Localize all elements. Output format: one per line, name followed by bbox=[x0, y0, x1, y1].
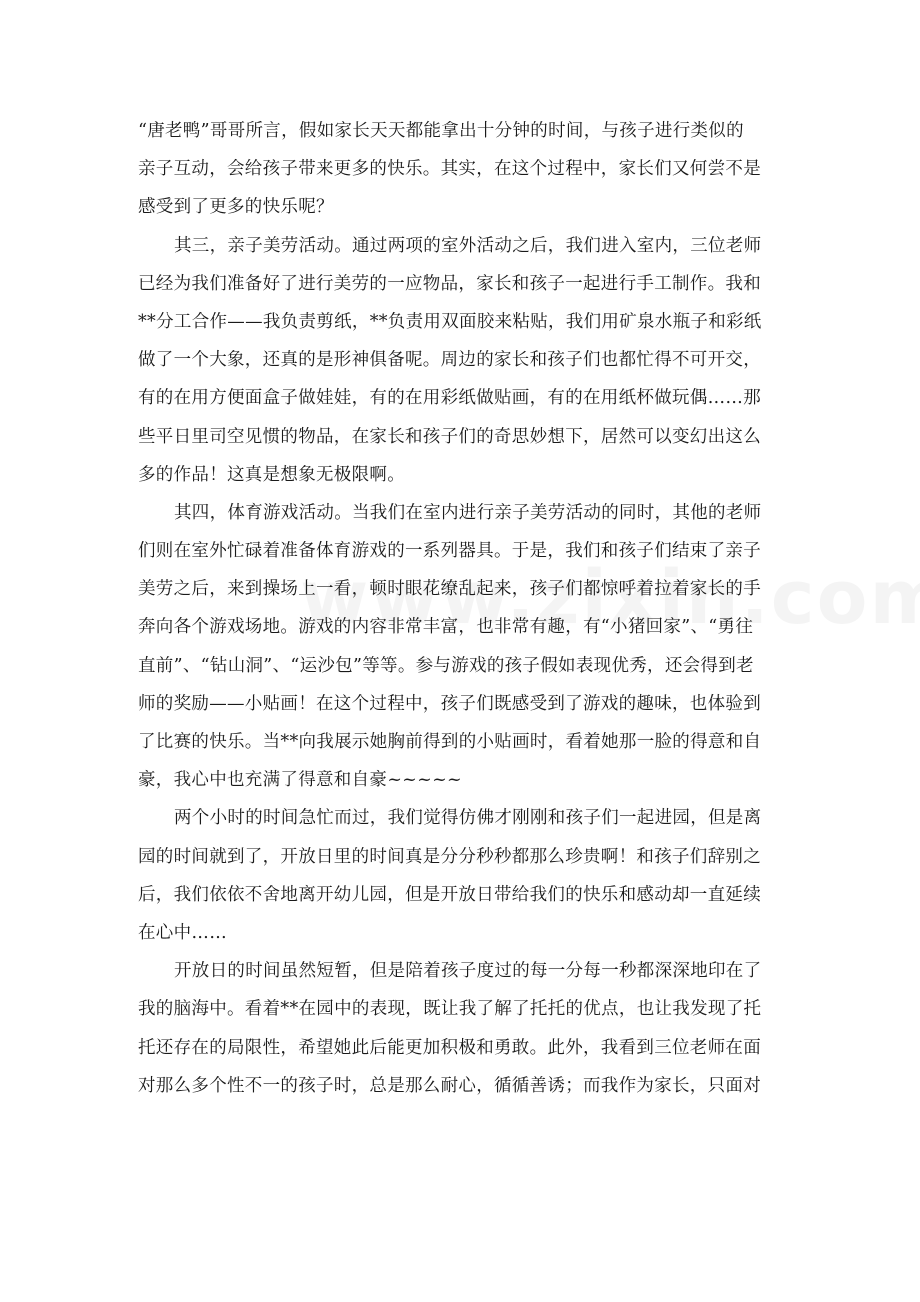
text-line: 有的在用方便面盒子做娃娃，有的在用彩纸做贴画，有的在用纸杯做玩偶……那 bbox=[138, 388, 761, 409]
text-line: 师的奖励——小贴画！在这个过程中，孩子们既感受到了游戏的趣味，也体验到 bbox=[138, 693, 761, 714]
text-line: 亲子互动，会给孩子带来更多的快乐。其实，在这个过程中，家长们又何尝不是 bbox=[138, 159, 761, 180]
text-line: 开放日的时间虽然短暂，但是陪着孩子度过的每一分每一秒都深深地印在了 bbox=[174, 961, 762, 982]
text-line: 对那么多个性不一的孩子时，总是那么耐心，循循善诱；而我作为家长，只面对 bbox=[138, 1075, 761, 1096]
text-line: 园的时间就到了，开放日里的时间真是分分秒秒都那么珍贵啊！和孩子们辞别之 bbox=[138, 846, 761, 867]
paragraph-4 bbox=[138, 799, 798, 952]
text-line: 做了一个大象，还真的是形神俱备呢。周边的家长和孩子们也都忙得不可开交， bbox=[138, 350, 761, 371]
text-line: 已经为我们准备好了进行美劳的一应物品，家长和孩子一起进行手工制作。我和 bbox=[138, 273, 761, 294]
text-line: 其四，体育游戏活动。当我们在室内进行亲子美劳活动的同时，其他的老师 bbox=[174, 502, 762, 523]
text-line: 些平日里司空见惯的物品，在家长和孩子们的奇思妙想下，居然可以变幻出这么 bbox=[138, 426, 761, 447]
text-line: **分工合作——我负责剪纸，**负责用双面胶来粘贴，我们用矿泉水瓶子和彩纸 bbox=[138, 311, 762, 332]
text-line: 豪，我心中也充满了得意和自豪~~~~~ bbox=[138, 770, 463, 791]
text-line: 奔向各个游戏场地。游戏的内容非常丰富，也非常有趣，有“小猪回家”、“勇往 bbox=[138, 617, 754, 638]
text-line: 们则在室外忙碌着准备体育游戏的一系列器具。于是，我们和孩子们结束了亲子 bbox=[138, 541, 761, 562]
text-line: 后，我们依依不舍地离开幼儿园，但是开放日带给我们的快乐和感动却一直延续 bbox=[138, 884, 761, 905]
text-line: 美劳之后，来到操场上一看，顿时眼花缭乱起来，孩子们都惊呼着拉着家长的手 bbox=[138, 579, 761, 600]
text-line: 了比赛的快乐。当**向我展示她胸前得到的小贴画时，看着她那一脸的得意和自 bbox=[138, 732, 762, 752]
text-line: 多的作品！这真是想象无极限啊。 bbox=[138, 464, 405, 485]
text-line: 直前”、“钻山洞”、“运沙包”等等。参与游戏的孩子假如表现优秀，还会得到老 bbox=[138, 655, 754, 676]
document-page bbox=[138, 112, 798, 1105]
text-line: “唐老鸭”哥哥所言，假如家长天天都能拿出十分钟的时间，与孩子进行类似的 bbox=[138, 121, 744, 141]
text-line: 在心中…… bbox=[138, 922, 227, 943]
text-line: 托还存在的局限性，希望她此后能更加积极和勇敢。此外，我看到三位老师在面 bbox=[138, 1037, 761, 1058]
text-line: 其三，亲子美劳活动。通过两项的室外活动之后，我们进入室内，三位老师 bbox=[174, 235, 762, 256]
paragraph-2 bbox=[138, 227, 798, 494]
text-line: 感受到了更多的快乐呢？ bbox=[138, 197, 334, 218]
paragraph-1 bbox=[138, 112, 798, 227]
text-line: 两个小时的时间急忙而过，我们觉得仿佛才刚刚和孩子们一起进园，但是离 bbox=[174, 808, 762, 829]
paragraph-3 bbox=[138, 494, 798, 800]
paragraph-5 bbox=[138, 952, 798, 1105]
text-line: 我的脑海中。看着**在园中的表现，既让我了解了托托的优点，也让我发现了托 bbox=[138, 999, 762, 1020]
